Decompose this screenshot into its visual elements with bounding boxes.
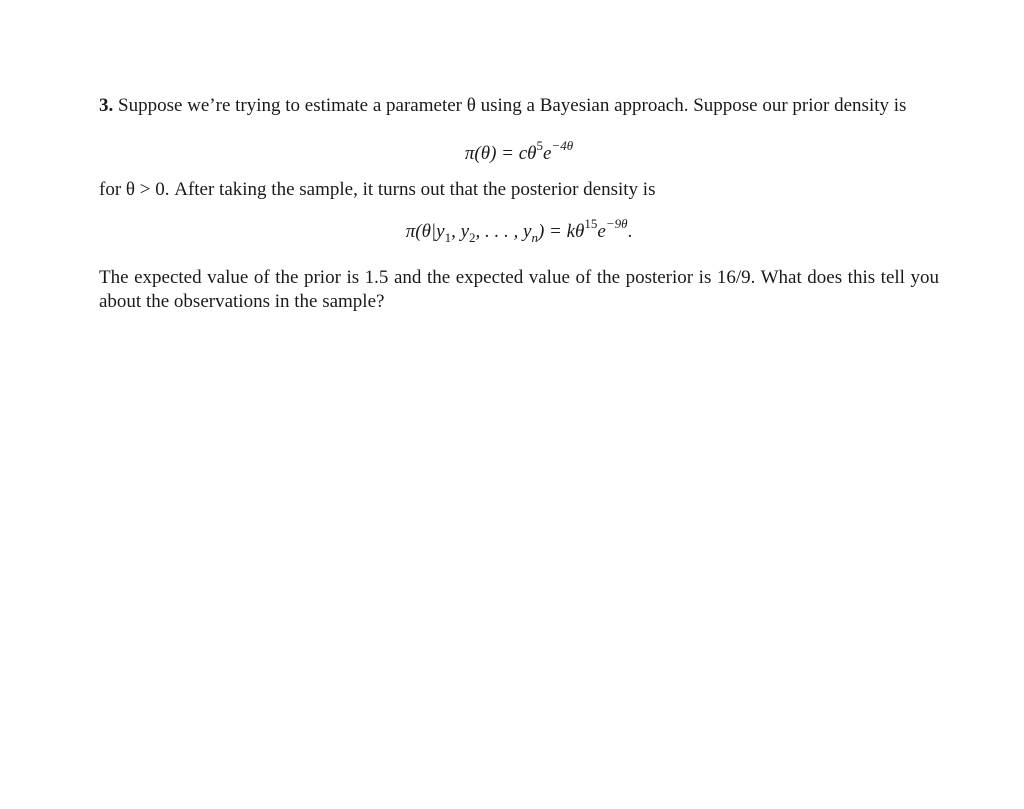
prior-density-equation (99, 137, 939, 166)
posterior-exponent-e: −9θ (605, 215, 628, 231)
posterior-sub-1: 1 (444, 229, 452, 245)
posterior-e: e (597, 221, 606, 242)
question-text: The expected value of the prior is 1.5 and the expected value of the posterior is 16/9. What does this tell you about the observations in the sample? (99, 267, 939, 312)
posterior-exponent-theta: 15 (584, 215, 598, 231)
posterior-sub-n: n (531, 229, 538, 245)
posterior-sep-1: , y (451, 221, 470, 242)
posterior-density-equation (99, 215, 939, 245)
posterior-sep-2: , . . . , y (475, 221, 532, 242)
prior-exponent-theta: 5 (536, 137, 543, 153)
prior-e: e (542, 143, 552, 164)
prior-exponent-e: −4θ (551, 137, 574, 153)
prior-lhs: π(θ) = cθ (464, 143, 537, 164)
intro-text: Suppose we’re trying to estimate a parameter θ using a Bayesian approach. Suppose our prior density is (118, 95, 907, 116)
condition-text: for θ > 0. After taking the sample, it turns out that the posterior density is (99, 179, 656, 200)
problem-intro (99, 94, 939, 118)
posterior-sub-2: 2 (469, 229, 476, 245)
posterior-rhs: ) = kθ (537, 221, 585, 242)
posterior-period: . (627, 221, 633, 242)
posterior-lhs-start: π(θ|y (405, 221, 445, 242)
problem-number: 3. (99, 95, 114, 116)
